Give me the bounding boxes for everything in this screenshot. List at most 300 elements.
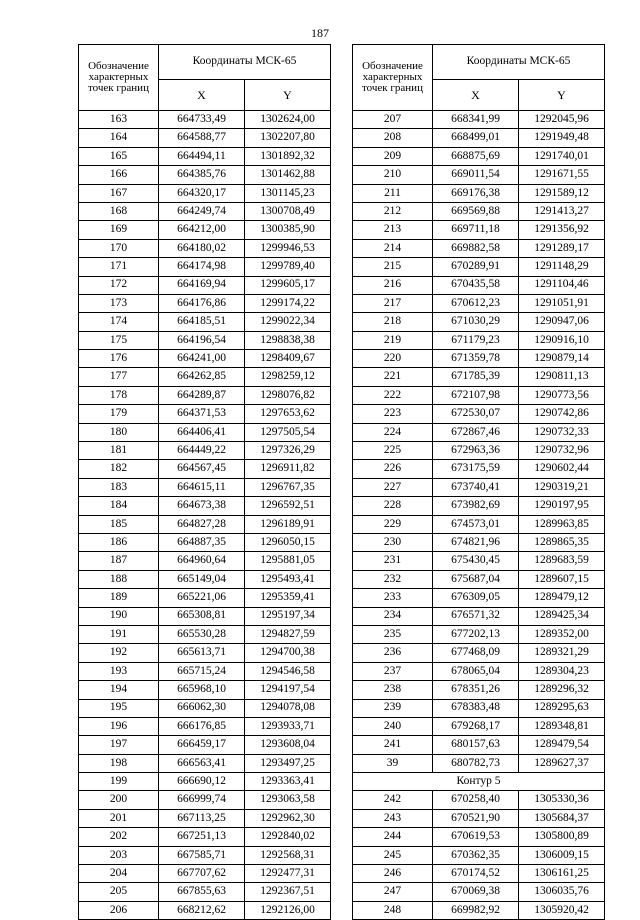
- table-row: [79, 460, 331, 478]
- y-coordinate-cell: 1296592,51: [245, 497, 331, 515]
- point-number-cell: 215: [353, 258, 433, 276]
- point-number-cell: 216: [353, 276, 433, 294]
- table-row: [79, 386, 331, 404]
- x-coordinate-cell: 664212,00: [159, 221, 245, 239]
- table-row: [353, 497, 605, 515]
- x-coordinate-cell: 679268,17: [433, 717, 519, 735]
- table-row: [353, 221, 605, 239]
- point-number-cell: 237: [353, 662, 433, 680]
- y-coordinate-cell: 1293363,41: [245, 773, 331, 791]
- table-row: [79, 736, 331, 754]
- x-coordinate-cell: 673740,41: [433, 478, 519, 496]
- point-number-cell: 211: [353, 184, 433, 202]
- point-number-cell: 239: [353, 699, 433, 717]
- point-number-cell: 175: [79, 331, 159, 349]
- x-coordinate-cell: 664449,22: [159, 442, 245, 460]
- x-coordinate-cell: 670521,90: [433, 809, 519, 827]
- table-row: [353, 442, 605, 460]
- table-row: [79, 202, 331, 220]
- table-row: [353, 166, 605, 184]
- y-coordinate-cell: 1299946,53: [245, 239, 331, 257]
- x-coordinate-cell: 671359,78: [433, 350, 519, 368]
- point-number-cell: 201: [79, 809, 159, 827]
- table-row: [353, 717, 605, 735]
- point-number-cell: 223: [353, 405, 433, 423]
- y-coordinate-cell: 1295493,41: [245, 570, 331, 588]
- table-row: [353, 129, 605, 147]
- table-row: [79, 331, 331, 349]
- y-coordinate-cell: 1292045,96: [519, 111, 605, 129]
- point-number-cell: 187: [79, 552, 159, 570]
- table-row: [353, 386, 605, 404]
- y-coordinate-cell: 1289627,37: [519, 754, 605, 772]
- x-coordinate-cell: 664887,35: [159, 533, 245, 551]
- x-coordinate-cell: 665715,24: [159, 662, 245, 680]
- x-coordinate-cell: 671785,39: [433, 368, 519, 386]
- y-coordinate-cell: 1294197,54: [245, 681, 331, 699]
- x-coordinate-cell: 670619,53: [433, 828, 519, 846]
- table-row: [79, 368, 331, 386]
- x-coordinate-cell: 665613,71: [159, 644, 245, 662]
- point-number-cell: 240: [353, 717, 433, 735]
- point-number-cell: 163: [79, 111, 159, 129]
- x-coordinate-cell: 672963,36: [433, 442, 519, 460]
- table-row: [353, 111, 605, 129]
- x-coordinate-cell: 664185,51: [159, 313, 245, 331]
- x-coordinate-cell: 665221,06: [159, 589, 245, 607]
- y-coordinate-cell: 1290773,56: [519, 386, 605, 404]
- table-row: [353, 515, 605, 533]
- x-coordinate-cell: 664960,64: [159, 552, 245, 570]
- table-row: [79, 221, 331, 239]
- table-row: [79, 405, 331, 423]
- point-number-cell: 176: [79, 350, 159, 368]
- x-coordinate-cell: 665149,04: [159, 570, 245, 588]
- table-row: [353, 736, 605, 754]
- x-coordinate-cell: 664176,86: [159, 294, 245, 312]
- table-row: [79, 533, 331, 551]
- y-coordinate-cell: 1291949,48: [519, 129, 605, 147]
- point-number-cell: 188: [79, 570, 159, 588]
- x-coordinate-cell: 669569,88: [433, 202, 519, 220]
- x-coordinate-cell: 664249,74: [159, 202, 245, 220]
- point-number-cell: 196: [79, 717, 159, 735]
- point-number-cell: 167: [79, 184, 159, 202]
- table-row: [79, 644, 331, 662]
- table-row: [79, 258, 331, 276]
- table-row: [353, 368, 605, 386]
- point-number-cell: 178: [79, 386, 159, 404]
- y-coordinate-cell: 1291051,91: [519, 294, 605, 312]
- y-coordinate-cell: 1299605,17: [245, 276, 331, 294]
- x-coordinate-cell: 664494,11: [159, 147, 245, 165]
- point-label-header: Обозначение характерных точек границ: [353, 45, 433, 111]
- table-row: [79, 313, 331, 331]
- x-coordinate-cell: 667855,63: [159, 883, 245, 901]
- point-number-cell: 233: [353, 589, 433, 607]
- y-coordinate-cell: 1305800,89: [519, 828, 605, 846]
- coordinates-header: Координаты МСК-65: [433, 45, 605, 80]
- point-number-cell: 208: [353, 129, 433, 147]
- table-row: [353, 239, 605, 257]
- table-row: [353, 791, 605, 809]
- point-number-cell: 247: [353, 883, 433, 901]
- x-coordinate-cell: 669882,58: [433, 239, 519, 257]
- x-coordinate-cell: 674821,96: [433, 533, 519, 551]
- x-coordinate-cell: 664320,17: [159, 184, 245, 202]
- point-number-cell: 238: [353, 681, 433, 699]
- contour-row: [353, 773, 605, 791]
- y-coordinate-cell: 1296767,35: [245, 478, 331, 496]
- y-coordinate-cell: 1294700,38: [245, 644, 331, 662]
- x-coordinate-cell: 668499,01: [433, 129, 519, 147]
- point-number-cell: 207: [353, 111, 433, 129]
- y-coordinate-cell: 1297326,29: [245, 442, 331, 460]
- point-number-cell: 190: [79, 607, 159, 625]
- table-row: [353, 552, 605, 570]
- table-row: [79, 828, 331, 846]
- y-coordinate-cell: 1301462,88: [245, 166, 331, 184]
- table-row: [353, 681, 605, 699]
- point-number-cell: 231: [353, 552, 433, 570]
- y-coordinate-cell: 1292840,02: [245, 828, 331, 846]
- x-coordinate-cell: 670289,91: [433, 258, 519, 276]
- x-coordinate-cell: 677202,13: [433, 625, 519, 643]
- point-number-cell: 205: [79, 883, 159, 901]
- table-row: [353, 754, 605, 772]
- y-coordinate-cell: 1293063,58: [245, 791, 331, 809]
- table-row: [353, 662, 605, 680]
- x-coordinate-cell: 666563,41: [159, 754, 245, 772]
- table-row: [79, 497, 331, 515]
- x-coordinate-cell: 664615,11: [159, 478, 245, 496]
- y-coordinate-cell: 1291104,46: [519, 276, 605, 294]
- table-row: [353, 147, 605, 165]
- x-coordinate-cell: 668875,69: [433, 147, 519, 165]
- table-row: [353, 202, 605, 220]
- point-number-cell: 219: [353, 331, 433, 349]
- point-number-cell: 183: [79, 478, 159, 496]
- table-row: [353, 423, 605, 441]
- x-coordinate-cell: 670069,38: [433, 883, 519, 901]
- point-number-cell: 181: [79, 442, 159, 460]
- y-coordinate-cell: 1289348,81: [519, 717, 605, 735]
- point-number-cell: 202: [79, 828, 159, 846]
- table-row: [353, 589, 605, 607]
- table-row: [79, 350, 331, 368]
- y-coordinate-cell: 1306161,25: [519, 865, 605, 883]
- table-row: [79, 754, 331, 772]
- x-coordinate-cell: 664371,53: [159, 405, 245, 423]
- y-coordinate-cell: 1291356,92: [519, 221, 605, 239]
- point-number-cell: 179: [79, 405, 159, 423]
- x-coordinate-cell: 680782,73: [433, 754, 519, 772]
- table-row: [353, 846, 605, 864]
- x-coordinate-cell: 664174,98: [159, 258, 245, 276]
- y-coordinate-cell: 1290742,86: [519, 405, 605, 423]
- table-row: [79, 166, 331, 184]
- y-coordinate-cell: 1291671,55: [519, 166, 605, 184]
- point-number-cell: 242: [353, 791, 433, 809]
- x-coordinate-cell: 673982,69: [433, 497, 519, 515]
- table-row: [79, 111, 331, 129]
- x-coordinate-cell: 667251,13: [159, 828, 245, 846]
- point-number-cell: 185: [79, 515, 159, 533]
- point-number-cell: 217: [353, 294, 433, 312]
- table-row: [79, 552, 331, 570]
- y-coordinate-cell: 1302624,00: [245, 111, 331, 129]
- table-row: [79, 846, 331, 864]
- y-coordinate-cell: 1301145,23: [245, 184, 331, 202]
- table-row: [353, 460, 605, 478]
- table-row: [353, 570, 605, 588]
- x-coordinate-cell: 678065,04: [433, 662, 519, 680]
- x-coordinate-cell: 678383,48: [433, 699, 519, 717]
- point-number-cell: 177: [79, 368, 159, 386]
- point-number-cell: 186: [79, 533, 159, 551]
- x-coordinate-cell: 670435,58: [433, 276, 519, 294]
- x-coordinate-cell: 675430,45: [433, 552, 519, 570]
- table-row: [79, 147, 331, 165]
- point-number-cell: 248: [353, 901, 433, 919]
- x-coordinate-cell: 671030,29: [433, 313, 519, 331]
- table-row: [353, 405, 605, 423]
- point-number-cell: 195: [79, 699, 159, 717]
- y-coordinate-cell: 1292367,51: [245, 883, 331, 901]
- y-coordinate-cell: 1293497,25: [245, 754, 331, 772]
- x-coordinate-cell: 667113,25: [159, 809, 245, 827]
- y-coordinate-cell: 1300385,90: [245, 221, 331, 239]
- x-coordinate-cell: 665530,28: [159, 625, 245, 643]
- x-coordinate-cell: 668341,99: [433, 111, 519, 129]
- x-coordinate-cell: 665968,10: [159, 681, 245, 699]
- table-row: [79, 901, 331, 919]
- x-coordinate-cell: 664196,54: [159, 331, 245, 349]
- x-coordinate-cell: 670258,40: [433, 791, 519, 809]
- coordinates-table-left: [78, 44, 331, 920]
- table-row: [79, 184, 331, 202]
- point-number-cell: 235: [353, 625, 433, 643]
- x-coordinate-cell: 672107,98: [433, 386, 519, 404]
- y-coordinate-cell: 1296050,15: [245, 533, 331, 551]
- x-coordinate-cell: 664406,41: [159, 423, 245, 441]
- y-coordinate-cell: 1302207,80: [245, 129, 331, 147]
- table-row: [353, 350, 605, 368]
- y-coordinate-cell: 1305330,36: [519, 791, 605, 809]
- x-coordinate-cell: 676571,32: [433, 607, 519, 625]
- table-row: [79, 717, 331, 735]
- table-row: [79, 478, 331, 496]
- y-coordinate-cell: 1298076,82: [245, 386, 331, 404]
- point-number-cell: 244: [353, 828, 433, 846]
- y-coordinate-cell: 1306009,15: [519, 846, 605, 864]
- x-coordinate-cell: 664180,02: [159, 239, 245, 257]
- table-row: [79, 129, 331, 147]
- y-coordinate-cell: 1295359,41: [245, 589, 331, 607]
- table-row: [79, 791, 331, 809]
- table-row: [353, 607, 605, 625]
- y-coordinate-cell: 1291413,27: [519, 202, 605, 220]
- y-coordinate-cell: 1290197,95: [519, 497, 605, 515]
- x-header: X: [433, 80, 519, 111]
- point-number-cell: 210: [353, 166, 433, 184]
- y-coordinate-cell: 1293933,71: [245, 717, 331, 735]
- table-row: [353, 883, 605, 901]
- y-header: Y: [245, 80, 331, 111]
- x-coordinate-cell: 668212,62: [159, 901, 245, 919]
- point-number-cell: 168: [79, 202, 159, 220]
- x-coordinate-cell: 672530,07: [433, 405, 519, 423]
- y-coordinate-cell: 1292126,00: [245, 901, 331, 919]
- x-coordinate-cell: 664733,49: [159, 111, 245, 129]
- x-coordinate-cell: 664827,28: [159, 515, 245, 533]
- y-coordinate-cell: 1292962,30: [245, 809, 331, 827]
- point-label-header: Обозначение характерных точек границ: [79, 45, 159, 111]
- table-row: [79, 239, 331, 257]
- point-number-cell: 246: [353, 865, 433, 883]
- x-coordinate-cell: 666176,85: [159, 717, 245, 735]
- x-coordinate-cell: 664289,87: [159, 386, 245, 404]
- point-number-cell: 243: [353, 809, 433, 827]
- y-coordinate-cell: 1290732,96: [519, 442, 605, 460]
- table-row: [353, 533, 605, 551]
- table-row: [79, 589, 331, 607]
- table-row: [79, 607, 331, 625]
- y-coordinate-cell: 1291589,12: [519, 184, 605, 202]
- point-number-cell: 229: [353, 515, 433, 533]
- y-coordinate-cell: 1300708,49: [245, 202, 331, 220]
- y-header: Y: [519, 80, 605, 111]
- y-coordinate-cell: 1289479,54: [519, 736, 605, 754]
- table-row: [79, 423, 331, 441]
- x-coordinate-cell: 669011,54: [433, 166, 519, 184]
- point-number-cell: 173: [79, 294, 159, 312]
- y-coordinate-cell: 1306035,76: [519, 883, 605, 901]
- x-coordinate-cell: 676309,05: [433, 589, 519, 607]
- y-coordinate-cell: 1289352,00: [519, 625, 605, 643]
- point-number-cell: 232: [353, 570, 433, 588]
- coordinates-table-right: [352, 44, 605, 920]
- point-number-cell: 228: [353, 497, 433, 515]
- y-coordinate-cell: 1289963,85: [519, 515, 605, 533]
- y-coordinate-cell: 1297505,54: [245, 423, 331, 441]
- x-coordinate-cell: 664169,94: [159, 276, 245, 294]
- y-coordinate-cell: 1305684,37: [519, 809, 605, 827]
- x-coordinate-cell: 669711,18: [433, 221, 519, 239]
- x-coordinate-cell: 670174,52: [433, 865, 519, 883]
- y-coordinate-cell: 1296189,91: [245, 515, 331, 533]
- y-coordinate-cell: 1291289,17: [519, 239, 605, 257]
- point-number-cell: 245: [353, 846, 433, 864]
- table-row: [353, 313, 605, 331]
- page-number: 187: [311, 26, 329, 40]
- x-coordinate-cell: 664588,77: [159, 129, 245, 147]
- y-coordinate-cell: 1298409,67: [245, 350, 331, 368]
- table-row: [353, 644, 605, 662]
- y-coordinate-cell: 1289865,35: [519, 533, 605, 551]
- point-number-cell: 165: [79, 147, 159, 165]
- y-coordinate-cell: 1305920,42: [519, 901, 605, 919]
- x-coordinate-cell: 675687,04: [433, 570, 519, 588]
- point-number-cell: 189: [79, 589, 159, 607]
- x-coordinate-cell: 670362,35: [433, 846, 519, 864]
- table-row: [79, 276, 331, 294]
- table-row: [79, 773, 331, 791]
- point-number-cell: 212: [353, 202, 433, 220]
- point-number-cell: 192: [79, 644, 159, 662]
- point-number-cell: 200: [79, 791, 159, 809]
- y-coordinate-cell: 1291740,01: [519, 147, 605, 165]
- table-row: [353, 901, 605, 919]
- y-coordinate-cell: 1298838,38: [245, 331, 331, 349]
- x-coordinate-cell: 677468,09: [433, 644, 519, 662]
- x-coordinate-cell: 665308,81: [159, 607, 245, 625]
- point-number-cell: 193: [79, 662, 159, 680]
- y-coordinate-cell: 1292568,31: [245, 846, 331, 864]
- table-row: [79, 570, 331, 588]
- point-number-cell: 182: [79, 460, 159, 478]
- point-number-cell: 180: [79, 423, 159, 441]
- table-row: [79, 625, 331, 643]
- point-number-cell: 191: [79, 625, 159, 643]
- y-coordinate-cell: 1301892,32: [245, 147, 331, 165]
- point-number-cell: 224: [353, 423, 433, 441]
- point-number-cell: 221: [353, 368, 433, 386]
- y-coordinate-cell: 1292477,31: [245, 865, 331, 883]
- point-number-cell: 204: [79, 865, 159, 883]
- table-row: [353, 276, 605, 294]
- x-coordinate-cell: 669982,92: [433, 901, 519, 919]
- y-coordinate-cell: 1294546,58: [245, 662, 331, 680]
- x-coordinate-cell: 671179,23: [433, 331, 519, 349]
- x-coordinate-cell: 667707,62: [159, 865, 245, 883]
- point-number-cell: 241: [353, 736, 433, 754]
- table-row: [353, 294, 605, 312]
- y-coordinate-cell: 1289304,23: [519, 662, 605, 680]
- table-row: [353, 809, 605, 827]
- y-coordinate-cell: 1296911,82: [245, 460, 331, 478]
- y-coordinate-cell: 1291148,29: [519, 258, 605, 276]
- y-coordinate-cell: 1290319,21: [519, 478, 605, 496]
- table-row: [79, 809, 331, 827]
- y-coordinate-cell: 1290732,33: [519, 423, 605, 441]
- point-number-cell: 218: [353, 313, 433, 331]
- table-row: [353, 699, 605, 717]
- point-number-cell: 234: [353, 607, 433, 625]
- point-number-cell: 209: [353, 147, 433, 165]
- table-row: [353, 865, 605, 883]
- table-row: [353, 828, 605, 846]
- table-row: [353, 184, 605, 202]
- x-header: X: [159, 80, 245, 111]
- y-coordinate-cell: 1298259,12: [245, 368, 331, 386]
- point-number-cell: 198: [79, 754, 159, 772]
- point-number-cell: 166: [79, 166, 159, 184]
- point-number-cell: 222: [353, 386, 433, 404]
- point-number-cell: 39: [353, 754, 433, 772]
- table-row: [353, 331, 605, 349]
- point-number-cell: 230: [353, 533, 433, 551]
- y-coordinate-cell: 1299789,40: [245, 258, 331, 276]
- table-row: [79, 442, 331, 460]
- point-number-cell: 213: [353, 221, 433, 239]
- x-coordinate-cell: 667585,71: [159, 846, 245, 864]
- point-number-cell: 203: [79, 846, 159, 864]
- x-coordinate-cell: 670612,23: [433, 294, 519, 312]
- table-row: [353, 258, 605, 276]
- y-coordinate-cell: 1290811,13: [519, 368, 605, 386]
- y-coordinate-cell: 1295881,05: [245, 552, 331, 570]
